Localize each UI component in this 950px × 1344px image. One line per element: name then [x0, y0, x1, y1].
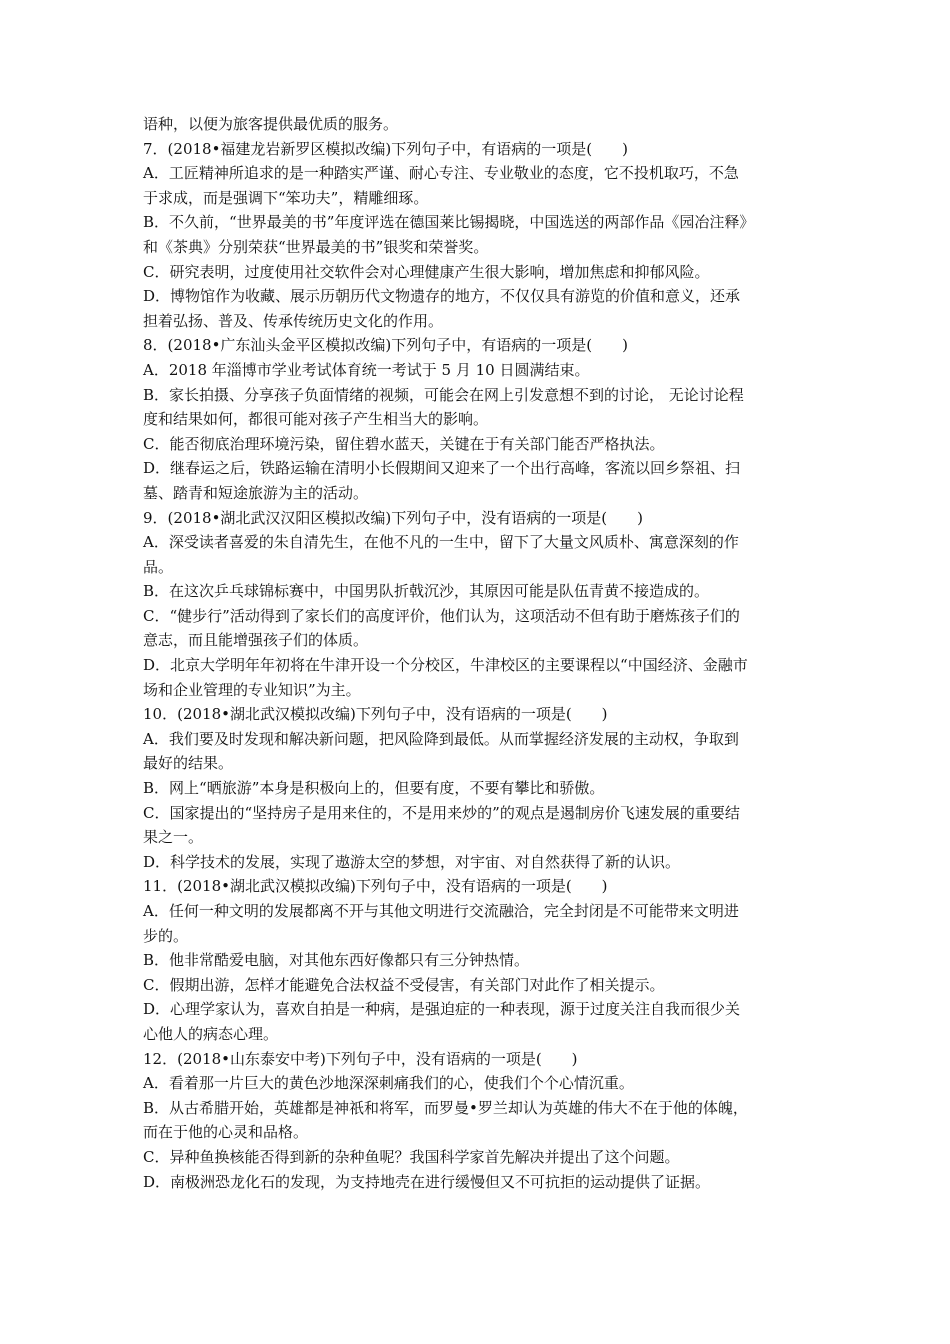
question-line: D．南极洲恐龙化石的发现，为支持地壳在进行缓慢但又不可抗拒的运动提供了证据。 [143, 1172, 711, 1191]
question-7 [143, 137, 811, 334]
question-line: 于求成，而是强调下“笨功夫”，精雕细琢。 [143, 188, 429, 207]
question-stem: 7．(2018•福建龙岩新罗区模拟改编)下列句子中，有语病的一项是( ) [143, 139, 628, 158]
question-line: 而在于他的心灵和品格。 [143, 1123, 309, 1142]
question-line: 品。 [143, 557, 174, 576]
question-line: C．异种鱼换核能否得到新的杂种鱼呢？我国科学家首先解决并提出了这个问题。 [143, 1147, 680, 1166]
question-10 [143, 702, 811, 874]
question-line: 果之一。 [143, 828, 204, 847]
question-line: A．2018 年淄博市学业考试体育统一考试于 5 月 10 日圆满结束。 [143, 360, 590, 379]
question-8 [143, 333, 811, 505]
question-line: A．工匠精神所追求的是一种踏实严谨、耐心专注、专业敬业的态度，它不投机取巧，不急 [143, 164, 739, 183]
question-line: 场和企业管理的专业知识”为主。 [143, 680, 361, 699]
question-line: B．他非常酷爱电脑，对其他东西好像都只有三分钟热情。 [143, 951, 530, 970]
question-line: C．研究表明，过度使用社交软件会对心理健康产生很大影响，增加焦虑和抑郁风险。 [143, 262, 710, 281]
question-line: B．从古希腊开始，英雄都是神祇和将军，而罗曼•罗兰却认为英雄的伟大不在于他的体魄， [143, 1098, 748, 1117]
question-line: A．任何一种文明的发展都离不开与其他文明进行交流融洽，完全封闭是不可能带来文明进 [143, 902, 739, 920]
question-line: B．在这次乒乓球锦标赛中，中国男队折戟沉沙，其原因可能是队伍青黄不接造成的。 [143, 582, 710, 601]
question-line: D．博物馆作为收藏、展示历朝历代文物遗存的地方，不仅仅具有游览的价值和意义，还承 [143, 287, 741, 306]
question-line: D．北京大学明年年初将在牛津开设一个分校区，牛津校区的主要课程以“中国经济、金融市 [143, 656, 748, 675]
question-11 [143, 874, 811, 1046]
intro-tail-text: 语种，以便为旅客提供最优质的服务。 [143, 115, 399, 133]
question-stem: 12．(2018•山东泰安中考)下列句子中，没有语病的一项是( ) [143, 1049, 578, 1068]
question-line: A．深受读者喜爱的朱自清先生，在他不凡的一生中，留下了大量文风质朴、寓意深刻的作 [143, 533, 739, 552]
question-line: 最好的结果。 [143, 754, 234, 773]
question-line: C．能否彻底治理环境污染，留住碧水蓝天，关键在于有关部门能否严格执法。 [143, 434, 665, 453]
document-page [143, 112, 811, 1194]
question-line: 和《茶典》分别荣获“世界最美的书”银奖和荣誉奖。 [143, 237, 489, 256]
question-line: C．国家提出的“坚持房子是用来住的，不是用来炒的”的观点是遏制房价飞速发展的重要结 [143, 803, 740, 822]
question-stem: 11．(2018•湖北武汉模拟改编)下列句子中，没有语病的一项是( ) [143, 877, 608, 896]
question-line: D．科学技术的发展，实现了遨游太空的梦想，对宇宙、对自然获得了新的认识。 [143, 852, 681, 871]
question-line: A．看着那一片巨大的黄色沙地深深刺痛我们的心，使我们个个心情沉重。 [143, 1074, 634, 1093]
question-line: 步的。 [143, 926, 189, 945]
question-9 [143, 506, 811, 703]
question-12 [143, 1047, 811, 1195]
question-line: B．不久前，“世界最美的书”年度评选在德国莱比锡揭晓，中国选送的两部作品《园冶注释》 [143, 213, 755, 232]
question-stem: 9．(2018•湖北武汉汉阳区模拟改编)下列句子中，没有语病的一项是( ) [143, 508, 643, 527]
question-line: 墓、踏青和短途旅游为主的活动。 [143, 483, 369, 502]
question-line: A．我们要及时发现和解决新问题，把风险降到最低。从而掌握经济发展的主动权，争取到 [143, 729, 739, 748]
question-line: D．继春运之后，铁路运输在清明小长假期间又迎来了一个出行高峰，客流以回乡祭祖、扫 [143, 459, 741, 478]
question-line: C．假期出游，怎样才能避免合法权益不受侵害，有关部门对此作了相关提示。 [143, 975, 665, 994]
question-line: D．心理学家认为，喜欢自拍是一种病，是强迫症的一种表现，源于过度关注自我而很少关 [143, 1000, 741, 1019]
question-line: 意志，而且能增强孩子们的体质。 [143, 631, 369, 650]
question-line: 度和结果如何，都很可能对孩子产生相当大的影响。 [143, 410, 489, 429]
question-line: B．家长拍摄、分享孩子负面情绪的视频，可能会在网上引发意想不到的讨论， 无论讨论程 [143, 385, 744, 404]
question-line: 心他人的病态心理。 [143, 1024, 279, 1043]
question-stem: 8．(2018•广东汕头金平区模拟改编)下列句子中，有语病的一项是( ) [143, 336, 628, 355]
question-line: C．“健步行”活动得到了家长们的高度评价，他们认为，这项活动不但有助于磨炼孩子们的 [143, 606, 740, 625]
question-stem: 10．(2018•湖北武汉模拟改编)下列句子中，没有语病的一项是( ) [143, 705, 608, 724]
question-line: B．网上“晒旅游”本身是积极向上的，但要有度，不要有攀比和骄傲。 [143, 779, 605, 798]
question-line: 担着弘扬、普及、传承传统历史文化的作用。 [143, 311, 444, 330]
